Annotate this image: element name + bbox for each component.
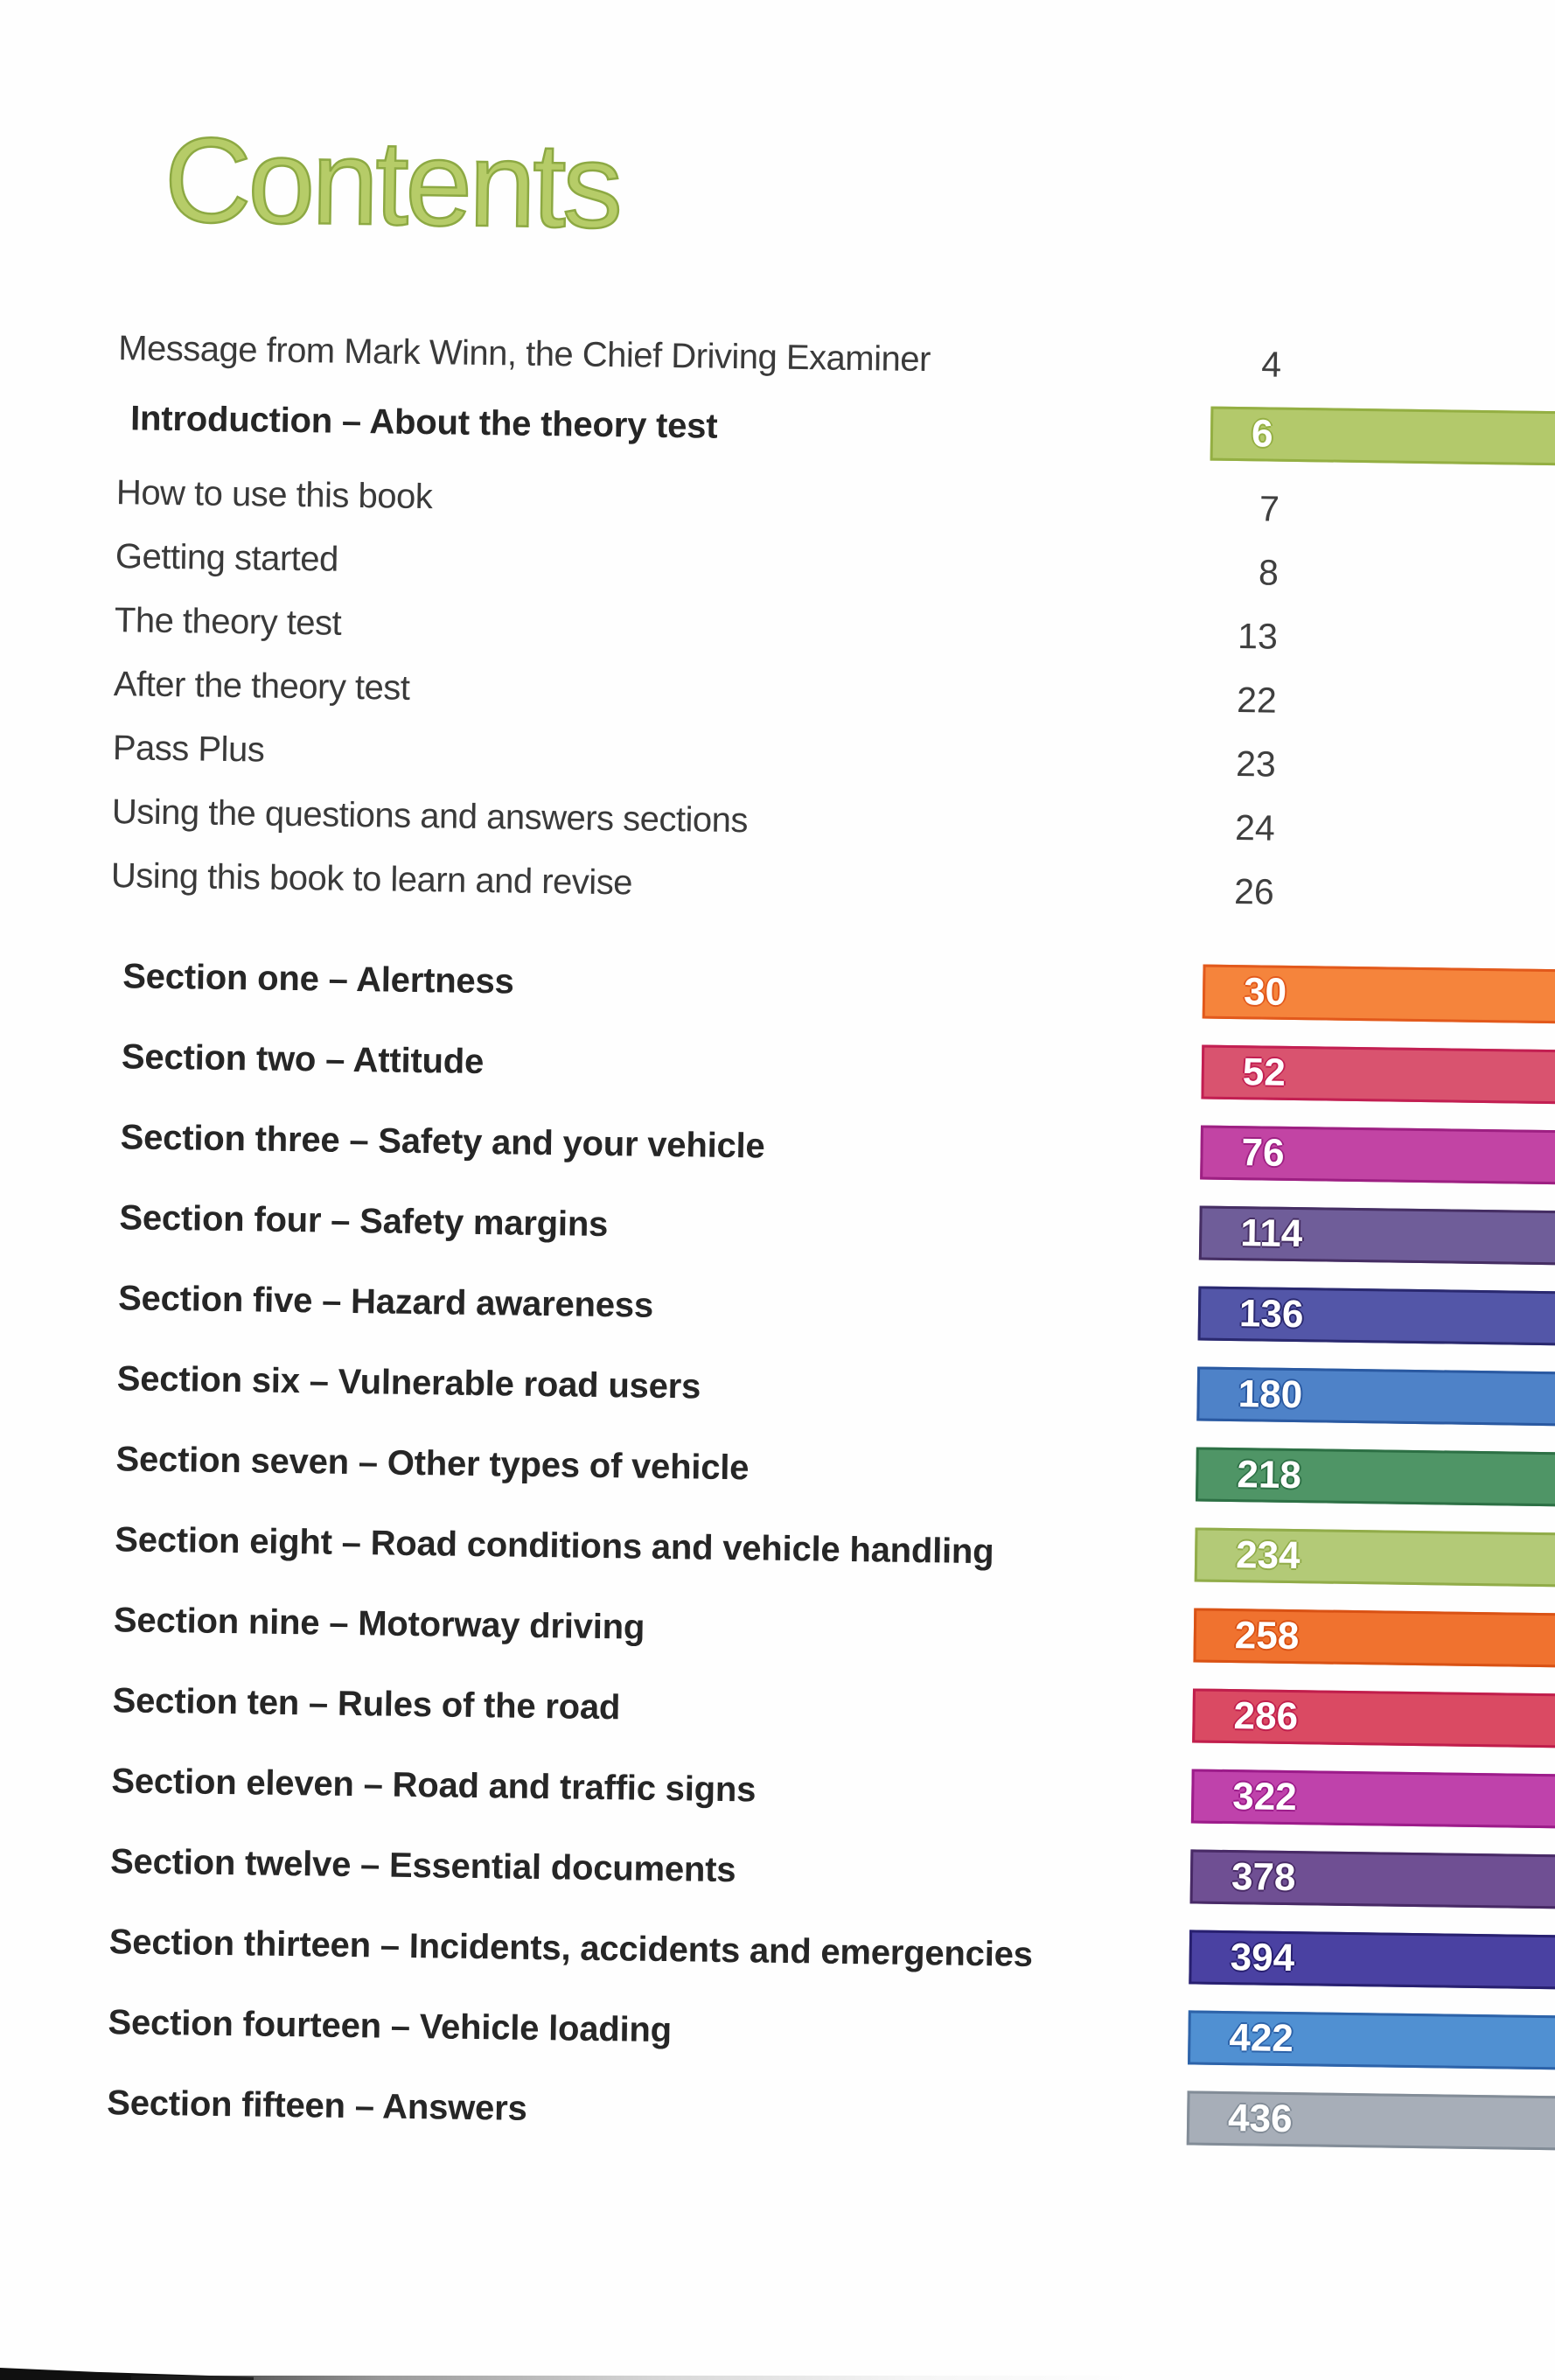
toc-item-label: How to use this book <box>115 473 433 517</box>
section-page-number: 436 <box>1227 2097 1293 2141</box>
toc-row <box>0 319 1555 395</box>
section-page-bar <box>1196 1366 1555 1427</box>
section-page-bar <box>1210 407 1555 467</box>
toc-item-label: The theory test <box>114 601 342 643</box>
toc-item-label: After the theory test <box>113 665 410 708</box>
section-page-number: 114 <box>1239 1211 1303 1256</box>
toc-section-label: Introduction – About the theory test <box>129 399 718 446</box>
toc-section-label: Section twelve – Essential documents <box>109 1842 736 1890</box>
section-page-bar <box>1201 1045 1555 1106</box>
section-page-number: 30 <box>1243 970 1287 1014</box>
toc-page-number: 7 <box>1259 488 1280 529</box>
section-page-number: 234 <box>1235 1533 1300 1578</box>
toc-section-row <box>0 1430 1540 1506</box>
toc-section-label: Section ten – Rules of the road <box>112 1681 621 1727</box>
toc-section-label: Section six – Vulnerable road users <box>116 1359 701 1406</box>
section-page-bar <box>1191 1769 1555 1829</box>
toc-section-row <box>0 1028 1545 1104</box>
toc-section-label: Section two – Attitude <box>121 1037 485 1082</box>
section-page-bar <box>1189 1930 1555 1990</box>
section-page-bar <box>1190 1849 1555 1909</box>
toc-page-number: 24 <box>1234 807 1276 848</box>
toc-section-row <box>0 1672 1537 1748</box>
toc-section-row <box>0 1752 1536 1828</box>
section-page-number: 136 <box>1238 1292 1304 1337</box>
section-page-bar <box>1188 2010 1555 2070</box>
section-page-number: 6 <box>1251 412 1273 456</box>
toc-section-row <box>0 1350 1541 1426</box>
section-page-bar <box>1195 1527 1555 1588</box>
toc-item-label: Message from Mark Winn, the Chief Driving Examiner <box>117 329 931 380</box>
toc-page-number: 8 <box>1258 552 1280 593</box>
toc-row <box>0 783 1549 859</box>
section-page-bar <box>1187 2090 1555 2151</box>
toc-item-label: Getting started <box>115 537 339 579</box>
toc-section-label: Section four – Safety margins <box>119 1198 609 1245</box>
toc-page-number: 23 <box>1235 743 1277 785</box>
section-page-number: 322 <box>1231 1775 1298 1819</box>
section-page-number: 378 <box>1231 1855 1296 1900</box>
toc-row <box>0 719 1550 795</box>
toc-section-label: Section thirteen – Incidents, accidents and emergencies <box>108 1923 1034 1974</box>
toc-section-row <box>0 2074 1531 2150</box>
toc-section-row <box>0 1832 1534 1909</box>
section-page-number: 218 <box>1237 1453 1302 1497</box>
toc-section-row <box>0 1993 1532 2069</box>
toc-section-row <box>0 1591 1538 1667</box>
section-page-bar <box>1198 1287 1555 1347</box>
section-page-bar <box>1199 1206 1555 1267</box>
toc-row <box>0 655 1551 731</box>
section-page-number: 258 <box>1234 1614 1300 1658</box>
section-page-number: 286 <box>1233 1694 1299 1739</box>
toc-row <box>0 464 1553 540</box>
toc-page-number: 4 <box>1261 344 1282 385</box>
toc-section-label: Section five – Hazard awareness <box>117 1279 654 1325</box>
toc-item-label: Pass Plus <box>112 729 265 770</box>
toc-row <box>0 591 1552 667</box>
toc-section-label: Section fifteen – Answers <box>106 2083 527 2128</box>
section-page-bar <box>1200 1126 1555 1186</box>
toc-section-row <box>0 947 1547 1023</box>
toc-page-number: 22 <box>1236 680 1278 721</box>
toc-section-row <box>0 1189 1544 1265</box>
toc-section-label: Section one – Alertness <box>122 957 514 1002</box>
toc-section-row <box>0 1913 1533 1989</box>
section-page-number: 76 <box>1241 1131 1285 1175</box>
toc-page-number: 13 <box>1237 616 1279 657</box>
toc-section-row <box>0 1269 1542 1345</box>
page-title: Contents <box>163 112 621 255</box>
toc-section-label: Section three – Safety and your vehicle <box>120 1118 765 1166</box>
toc-section-row <box>0 1511 1539 1587</box>
toc-section-label: Section eight – Road conditions and vehicle handling <box>114 1520 994 1572</box>
toc-item-label: Using the questions and answers sections <box>111 792 749 841</box>
section-page-number: 180 <box>1238 1372 1303 1417</box>
toc-section-row <box>0 1108 1545 1184</box>
toc-section-row <box>0 389 1554 465</box>
section-page-bar <box>1192 1688 1555 1748</box>
toc-page-number: 26 <box>1233 871 1275 912</box>
toc-section-label: Section fourteen – Vehicle loading <box>108 2003 673 2050</box>
toc-section-label: Section eleven – Road and traffic signs <box>111 1762 757 1810</box>
section-page-number: 52 <box>1242 1050 1287 1094</box>
section-page-bar <box>1193 1608 1555 1668</box>
section-page-number: 422 <box>1229 2016 1294 2061</box>
section-page-number: 394 <box>1230 1936 1295 1980</box>
section-page-bar <box>1196 1447 1555 1507</box>
toc-item-label: Using this book to learn and revise <box>110 856 633 903</box>
toc-section-label: Section seven – Other types of vehicle <box>115 1440 750 1488</box>
section-page-bar <box>1203 965 1555 1025</box>
page-edge-shadow <box>131 2376 1137 2380</box>
toc-row <box>0 847 1548 923</box>
toc-row <box>0 527 1552 604</box>
toc-section-label: Section nine – Motorway driving <box>113 1601 645 1647</box>
